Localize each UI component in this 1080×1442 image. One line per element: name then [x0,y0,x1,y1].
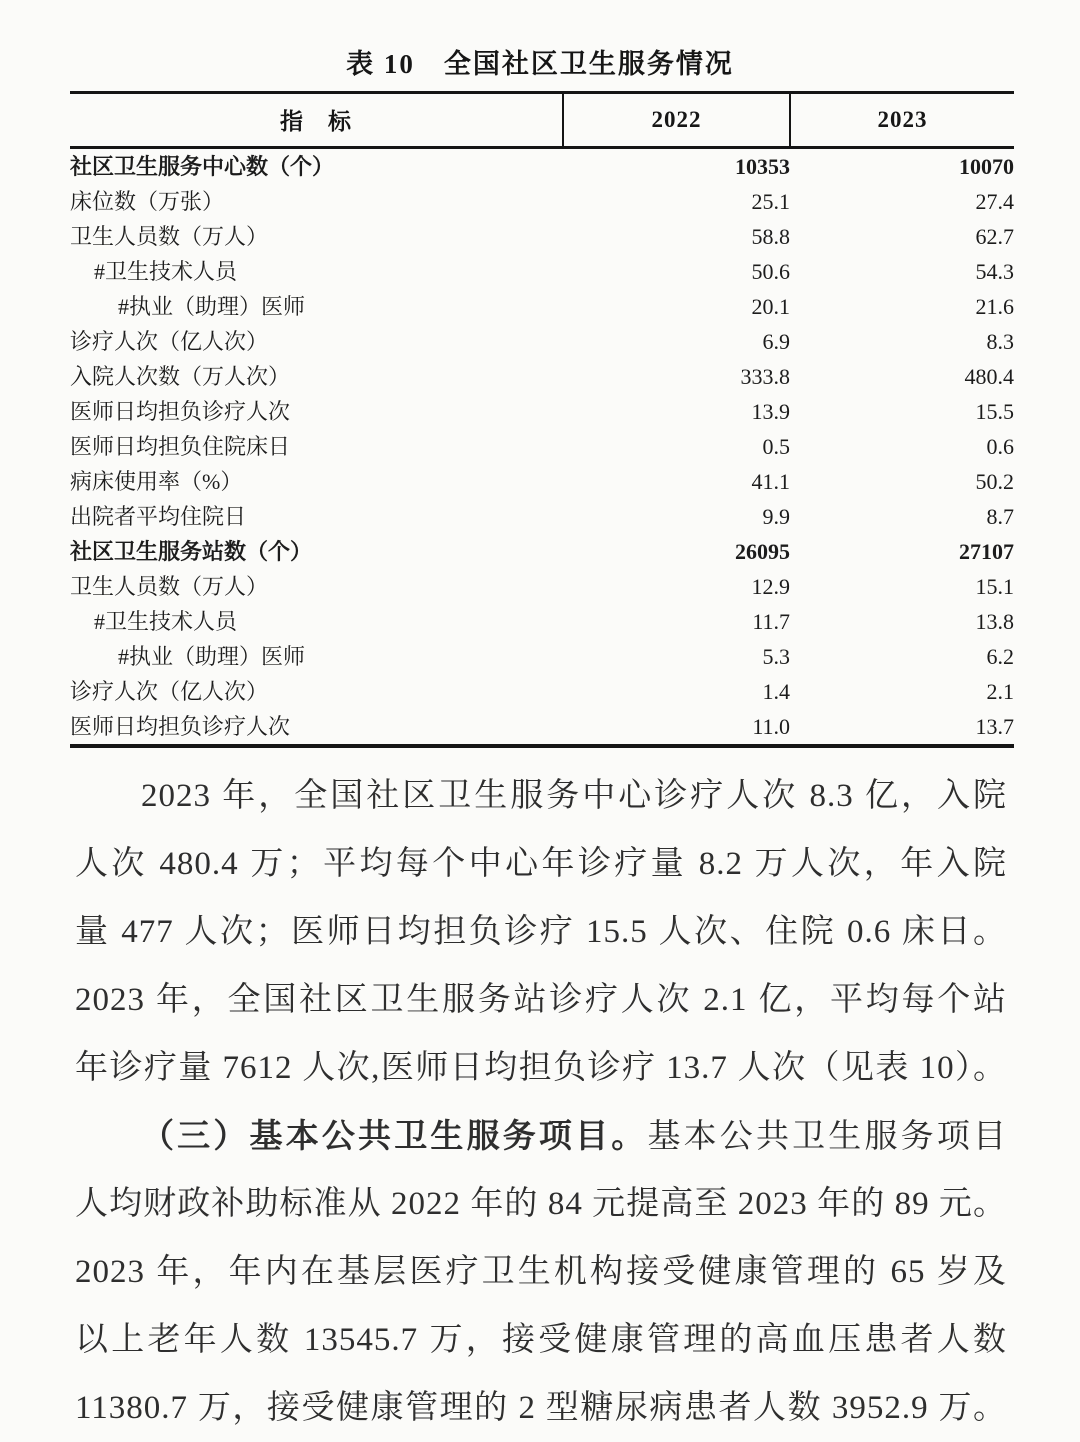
value-2022: 50.6 [751,259,790,284]
table-row [70,324,1014,359]
row-label: 入院人次数（万人次） [70,364,291,389]
row-label: 医师日均担负住院床日 [70,434,291,459]
value-2022: 5.3 [762,644,790,669]
table-row [70,429,1014,464]
value-2023: 8.7 [986,504,1014,529]
row-label: 医师日均担负诊疗人次 [70,714,291,739]
row-label: 社区卫生服务站数（个） [70,539,313,564]
column-header-indicator: 指 标 [70,93,563,148]
value-2022: 58.8 [751,224,790,249]
text-line [75,762,1007,830]
row-label: 卫生人员数（万人） [70,574,269,599]
table-body [70,148,1014,747]
text-segment: 年诊疗量 7612 人次,医师日均担负诊疗 13.7 人次（见表 10）。 [75,1050,1007,1086]
text-segment: 人次 480.4 万；平均每个中心年诊疗量 8.2 万人次，年入院 [75,846,1007,882]
table-row [70,254,1014,289]
text-line [75,898,1007,966]
value-2023: 54.3 [975,259,1014,284]
table-row [70,499,1014,534]
value-2023: 27107 [959,539,1014,564]
value-2022: 11.7 [752,609,790,634]
value-2023: 8.3 [986,329,1014,354]
text-line [75,966,1007,1034]
value-2023: 0.6 [986,434,1014,459]
column-header-2022: 2022 [563,93,790,148]
table-row [70,359,1014,394]
table-row [70,394,1014,429]
row-label: #执业（助理）医师 [118,294,306,319]
community-health-table [70,91,1014,748]
text-line [75,830,1007,898]
text-segment: 2023 年，全国社区卫生服务中心诊疗人次 8.3 亿，入院 [141,778,1007,814]
value-2022: 12.9 [751,574,790,599]
value-2022: 11.0 [752,714,790,739]
row-label: 卫生人员数（万人） [70,224,269,249]
row-label: 医师日均担负诊疗人次 [70,399,291,424]
value-2022: 20.1 [751,294,790,319]
row-label: 病床使用率（%） [70,469,243,494]
value-2023: 2.1 [986,679,1014,704]
value-2022: 10353 [735,154,790,179]
value-2023: 13.7 [975,714,1014,739]
row-label: 床位数（万张） [70,189,225,214]
value-2022: 333.8 [740,364,790,389]
text-segment: 11380.7 万，接受健康管理的 2 型糖尿病患者人数 3952.9 万。 [75,1390,1007,1426]
value-2022: 26095 [735,539,790,564]
table-row [70,639,1014,674]
value-2023: 6.2 [986,644,1014,669]
table-header [70,93,1014,148]
text-segment: 基本公共卫生服务项目 [647,1119,1007,1155]
table-row [70,534,1014,569]
table-header-row [70,93,1014,148]
table-title: 表 10 全国社区卫生服务情况 [346,49,734,79]
table-row [70,184,1014,219]
table-row [70,464,1014,499]
bold-text-segment: （三）基本公共卫生服务项目。 [141,1117,648,1154]
value-2023: 62.7 [975,224,1014,249]
value-2022: 6.9 [762,329,790,354]
row-label: 诊疗人次（亿人次） [70,679,269,704]
value-2023: 27.4 [975,189,1014,214]
text-segment: 2023 年，年内在基层医疗卫生机构接受健康管理的 65 岁及 [75,1254,1007,1290]
table-row [70,148,1014,185]
column-header-2023: 2023 [877,106,928,132]
value-2022: 41.1 [751,469,790,494]
row-label: 出院者平均住院日 [70,504,247,529]
value-2023: 10070 [959,154,1014,179]
text-segment: 量 477 人次；医师日均担负诊疗 15.5 人次、住院 0.6 床日。 [75,914,1007,950]
text-line [75,1238,1007,1306]
value-2023: 50.2 [975,469,1014,494]
text-segment: 人均财政补助标准从 2022 年的 84 元提高至 2023 年的 89 元。 [75,1186,1007,1222]
value-2022: 13.9 [751,399,790,424]
table-row [70,289,1014,324]
text-line [75,1102,1007,1170]
table-row [70,569,1014,604]
text-line [75,1034,1007,1102]
row-label: 诊疗人次（亿人次） [70,329,269,354]
value-2022: 9.9 [762,504,790,529]
row-label: #执业（助理）医师 [118,644,306,669]
value-2022: 25.1 [751,189,790,214]
text-segment: 以上老年人数 13545.7 万，接受健康管理的高血压患者人数 [75,1322,1007,1358]
table-row [70,604,1014,639]
row-label: 社区卫生服务中心数（个） [70,154,335,179]
text-line [75,1306,1007,1374]
text-line [75,1374,1007,1442]
row-label: #卫生技术人员 [94,259,238,284]
value-2022: 0.5 [762,434,790,459]
table-row [70,674,1014,709]
text-line [75,1170,1007,1238]
table-row [70,709,1014,746]
body-text [75,762,1007,1442]
row-label: #卫生技术人员 [94,609,238,634]
value-2022: 1.4 [762,679,790,704]
value-2023: 21.6 [975,294,1014,319]
text-segment: 2023 年，全国社区卫生服务站诊疗人次 2.1 亿，平均每个站 [75,982,1007,1018]
table-row [70,219,1014,254]
value-2023: 15.5 [975,399,1014,424]
value-2023: 13.8 [975,609,1014,634]
value-2023: 480.4 [964,364,1014,389]
value-2023: 15.1 [975,574,1014,599]
